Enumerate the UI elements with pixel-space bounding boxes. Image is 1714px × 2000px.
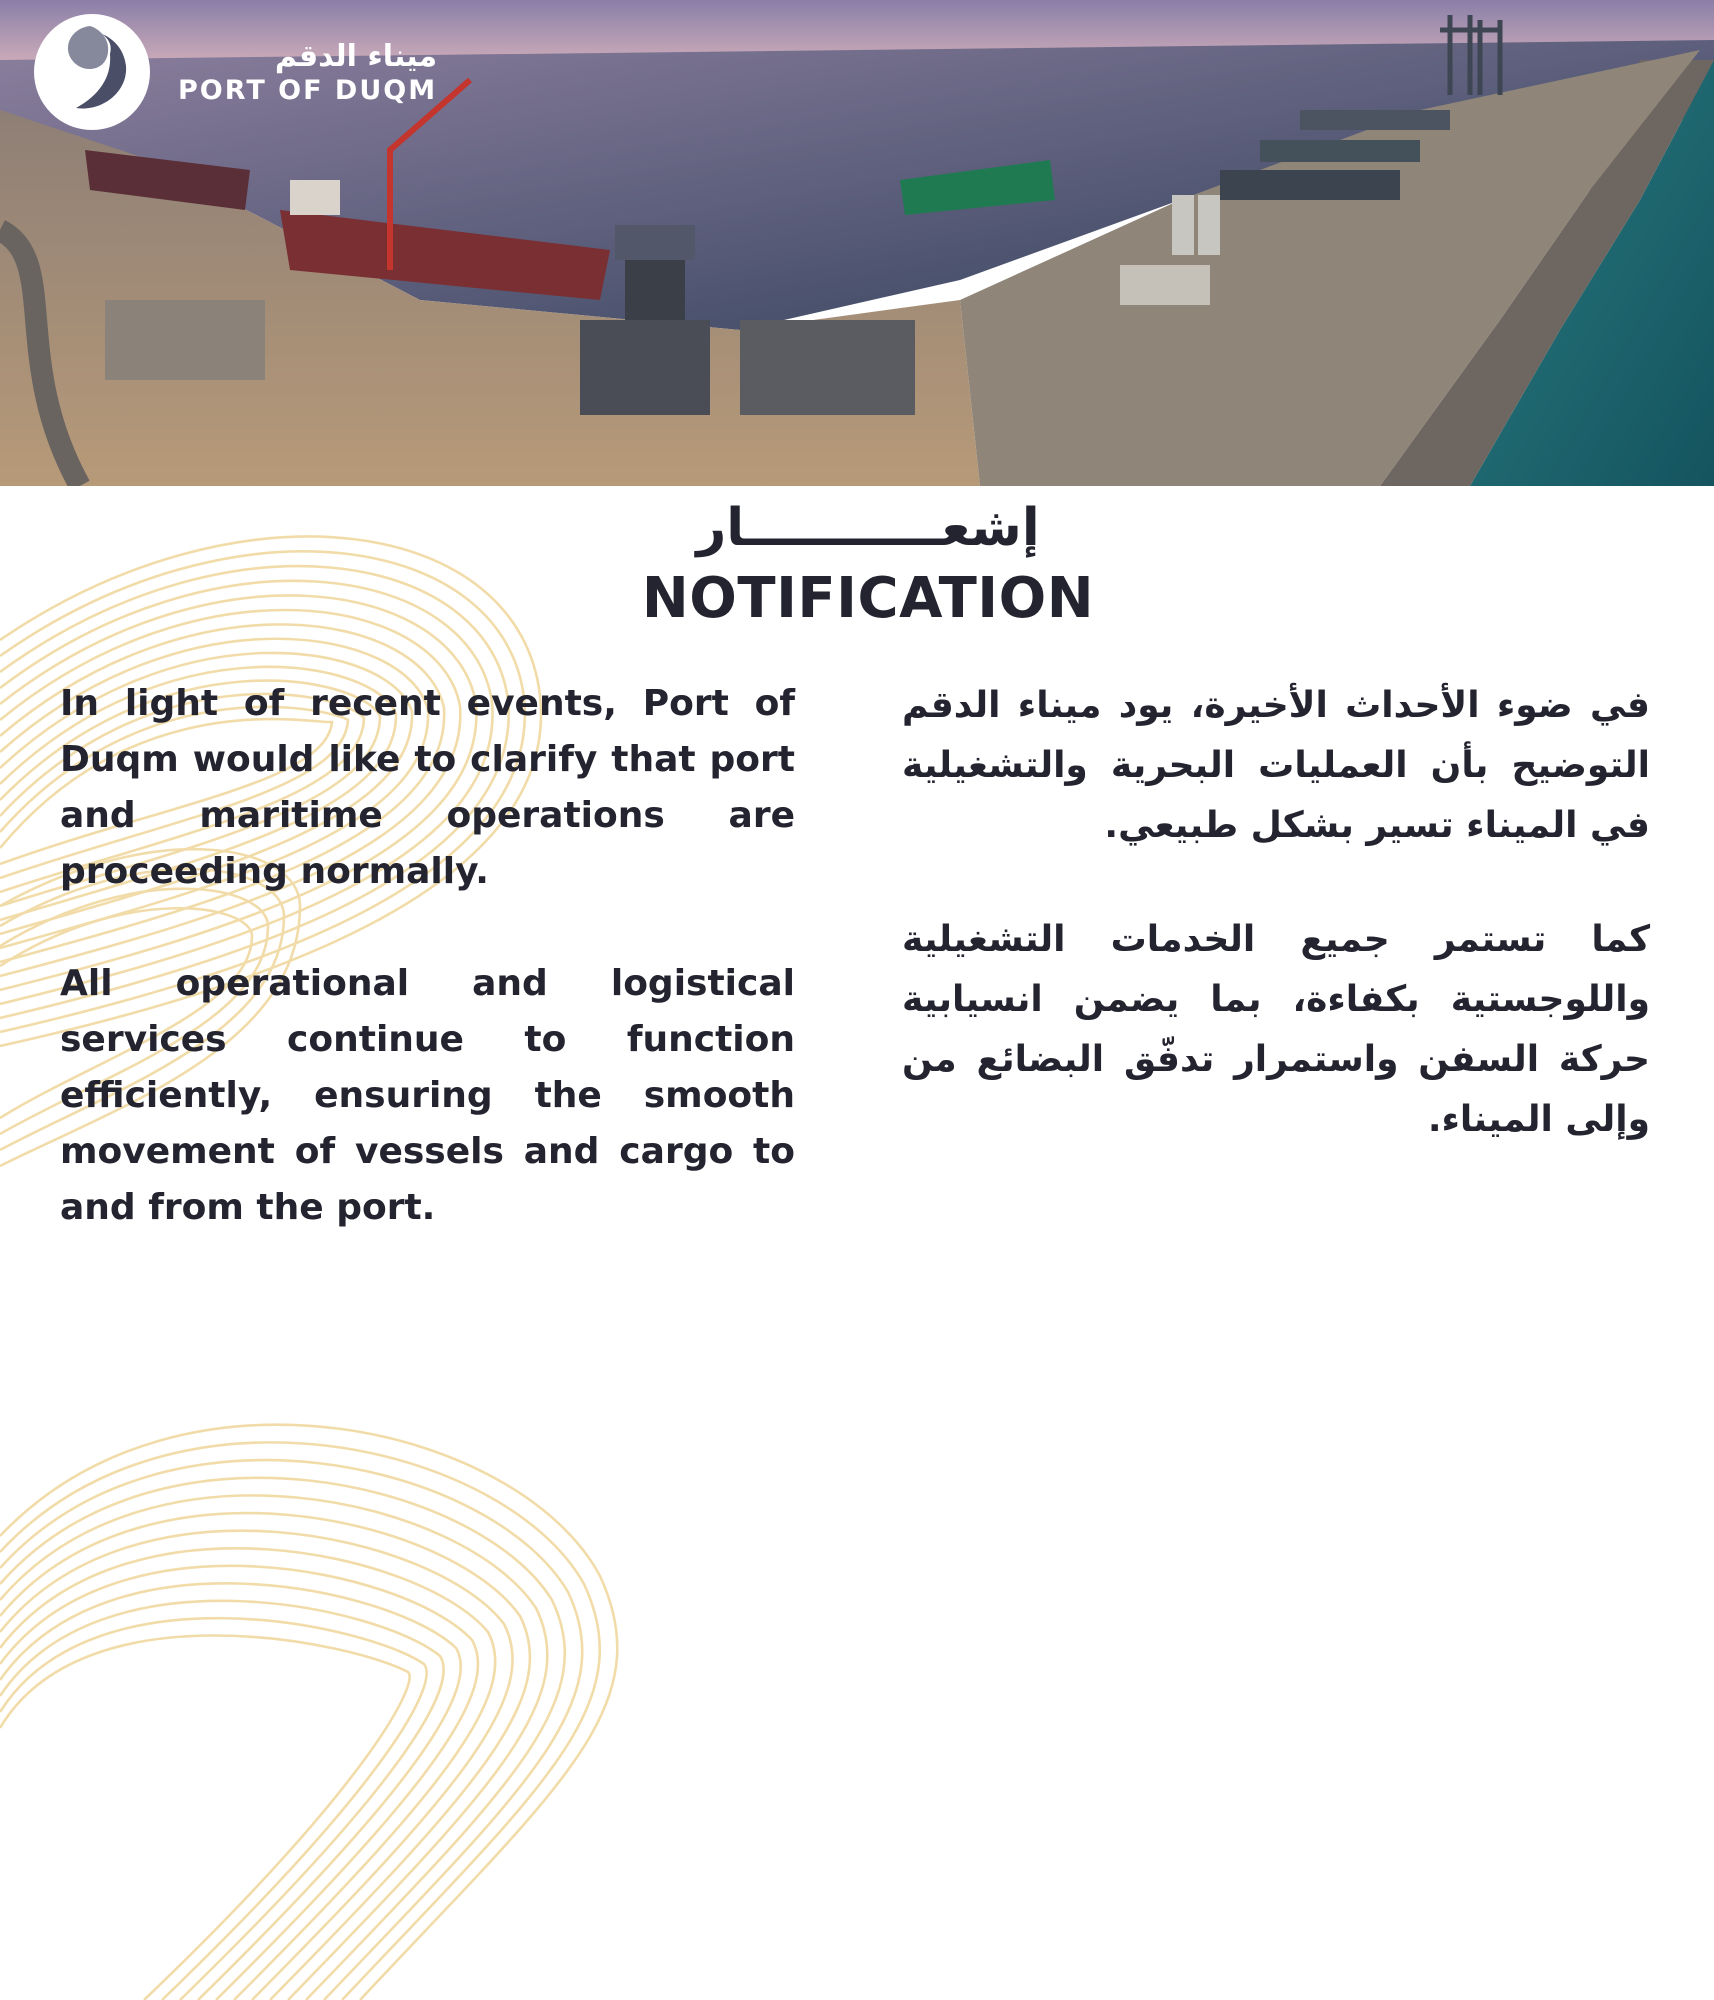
notification-title-arabic: إشعـــــــــــار (696, 498, 1040, 558)
english-paragraph-1: In light of recent events, Port of Duqm would like to clarify that port and maritime operations are proceeding normally. (60, 683, 795, 892)
arabic-paragraph-1: في ضوء الأحداث الأخيرة، يود ميناء الدقم التوضيح بأن العمليات البحرية والتشغيلية في الميناء تسير بشكل طبيعي. (902, 685, 1650, 846)
logo-english-text: PORT OF DUQM (178, 75, 438, 106)
english-paragraph-2: All operational and logistical services continue to function efficiently, ensuring the smooth movement of vessels and cargo to and from the port. (60, 963, 795, 1228)
arabic-paragraph-2: كما تستمر جميع الخدمات التشغيلية واللوجستية بكفاءة، بما يضمن انسيابية حركة السفن واستمرار تدفّق البضائع من وإلى الميناء. (902, 919, 1650, 1140)
english-column (60, 676, 795, 1236)
port-logo (32, 12, 437, 132)
hero-port-photo (0, 0, 1714, 486)
port-of-duqm-emblem-icon (32, 12, 152, 132)
notification-title-english: NOTIFICATION (641, 566, 1095, 631)
arabic-column (902, 676, 1650, 1150)
lower-swirl (0, 1425, 617, 2000)
logo-arabic-text: ميناء الدقم (274, 39, 438, 74)
